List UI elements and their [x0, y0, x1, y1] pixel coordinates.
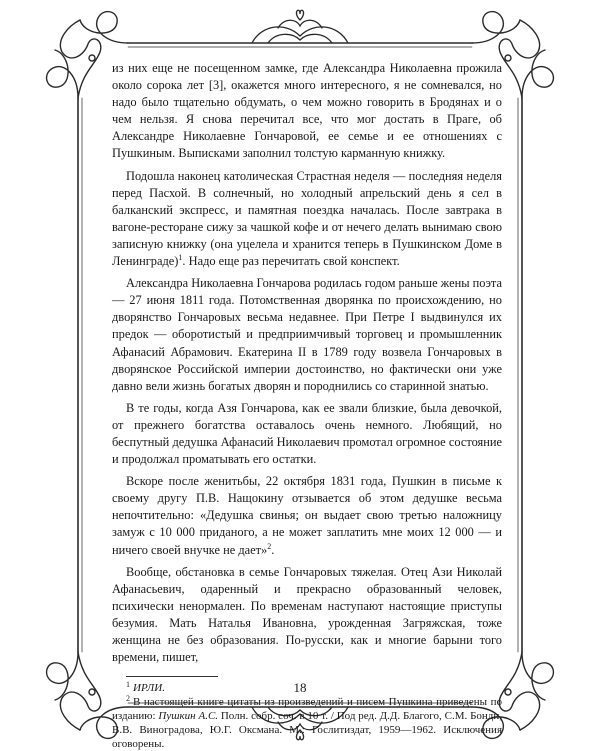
footnote-1-text: ИРЛИ. [133, 682, 165, 695]
footnote-ref-1: 1 [178, 252, 183, 262]
footnote-ref-2: 2 [267, 541, 272, 551]
paragraph-2 [112, 168, 502, 271]
footnote-2 [112, 695, 502, 751]
footnote-2-text-a: В настоящей книге цитаты из произведений и писем Пушкина приведены по изданию: [112, 696, 502, 723]
paragraph-1: из них еще не посещенном замке, где Александра Николаевна прожила около сорока лет [3], окажется много интересного, я не сомневался, но надо было тщательно обдумать, о чем можно говорить в Бродянах и о чем нельзя. Я снова перечитал все, что мог достать в Праге, об Александре Николаевне Гончаровой, ее семье и ее отношениях с Пушкиным. Выписками заполнил толстую карманную книжку. [112, 61, 502, 161]
footnote-divider [126, 676, 218, 677]
page-body [112, 60, 502, 751]
paragraph-5 [112, 473, 502, 558]
top-center-ornament [252, 10, 348, 43]
footnote-1-number: 1 [126, 679, 130, 689]
paragraph-5-text: Вскоре после женитьбы, 22 октября 1831 года, Пушкин в письме к своему другу П.В. Нащокину отзывается об этом дедушке весьма непочтительно: «Дедушка свинья; он выдает свою третью наложницу замуж с 10 000 приданого, а не может заплатить мне моих 12 000 — и ничего своей внучке не дает» [112, 474, 502, 557]
paragraph-2-tail: . Надо еще раз перечитать свой конспект. [182, 254, 400, 269]
paragraph-3: Александра Николаевна Гончарова родилась годом раньше жены поэта — 27 июня 1811 года. Потомственная дворянка по происхождению, но дворянство Гончаровых весьма недавнее. При Петре I выдвинулся их предок — оборотистый и предприимчивый торговец и промышленник Афанасий Абрамович. Екатерина II в 1789 году возвела Гончаровых в дворянское Российской империи достоинство, но фактически они уже давно вели жизнь богатых дворян и породнились со старинной знатью. [112, 276, 502, 393]
paragraph-4: В те годы, когда Азя Гончарова, как ее звали близкие, была девочкой, от прежнего богатства оставалось очень немного. Любящий, но беспутный дедушка Афанасий Николаевич промотал огромное состояние и продолжал проматывать его остатки. [112, 400, 502, 467]
paragraph-5-tail: . [271, 542, 275, 557]
paragraph-2-text: Подошла наконец католическая Страстная неделя — последняя неделя перед Пасхой. В солнечный, но холодный апрельский день я сел в балканский экспресс, и памятная поездка началась. После завтрака в вагоне-ресторане сижу за чашкой кофе и от нечего делать вынимаю свою записную книжку (она уцелела и хранится теперь в Пушкинском Доме в Ленинграде) [112, 168, 502, 269]
footnote-2-number: 2 [126, 693, 130, 703]
paragraph-6: Вообще, обстановка в семье Гончаровых тяжелая. Отец Ази Николай Афанасьевич, одаренный и прекрасно образованный человек, психически ненормален. По временам наступают настоящие приступы безумия. Мать Наталья Ивановна, урожденная Загряжская, тоже женщина не без образования. По-русски, как и многие барыни того времени, пишет, [112, 564, 502, 665]
footnote-2-text-b: Полн. собр. соч. в 10 т. / Под ред. Д.Д. Благого, С.М. Бонди, В.В. Виноградова, Ю.Г. Оксмана. М.: Гослитиздат, 1959—1962. Исключения оговорены. [112, 710, 503, 751]
footnote-2-author: Пушкин А.С. [158, 710, 219, 723]
page-number: 18 [293, 680, 307, 695]
